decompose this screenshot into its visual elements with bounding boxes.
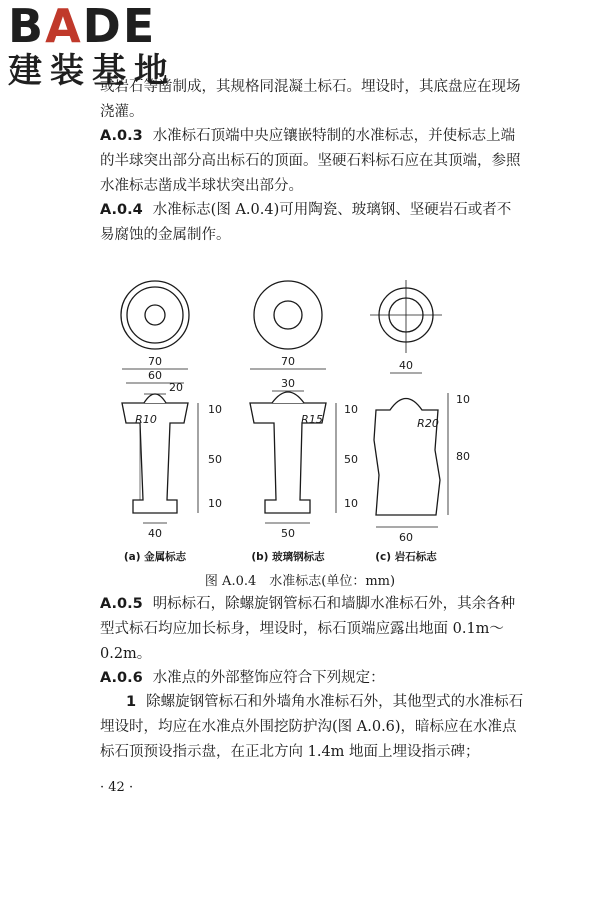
list-item-1 <box>100 690 525 765</box>
dim-a-top: 70 <box>148 355 162 368</box>
metal-mark-side-view <box>122 369 198 523</box>
page-number: · 42 · <box>100 780 134 795</box>
label-a: (a) 金属标志 <box>123 551 187 563</box>
dim-c-h1: 10 <box>456 393 470 406</box>
clause-text: 水准标石顶端中央应镶嵌特制的水准标志，并使标志上端的半球突出部分高出标石的顶面。坚硬石料标石应在其顶端，参照水准标志凿成半球状突出部分。 <box>100 128 521 194</box>
dim-a-h1: 10 <box>208 403 222 416</box>
dim-b-h3: 10 <box>344 497 358 510</box>
list-item-number: 1 <box>126 694 137 710</box>
list-item-text: 除螺旋钢管标石和外墙角水准标石外，其他型式的水准标石埋设时，均应在水准点外围挖防护沟(图 A.0.6)，暗标应在水准点标石顶预设指示盘，在正北方向 1.4m 地面上埋设指示碑； <box>100 694 524 760</box>
dim-c-base: 60 <box>399 531 413 544</box>
logo-wordmark: BADE <box>8 0 157 53</box>
paragraph-text: 或岩石等凿制成，其规格同混凝土标石。埋设时，其底盘应在现场浇灌。 <box>100 79 521 120</box>
clause-text: 水准点的外部整饰应符合下列规定： <box>152 670 385 686</box>
dim-b-base: 50 <box>281 527 295 540</box>
figure-a04 <box>100 275 500 595</box>
clause-label: A.0.3 <box>100 128 143 144</box>
logo-subtitle: 建装基地 <box>8 51 176 91</box>
clause-label: A.0.6 <box>100 670 143 686</box>
label-b: (b) 玻璃钢标志 <box>251 551 325 563</box>
level-marks-diagram <box>100 275 500 565</box>
clause-label: A.0.4 <box>100 202 143 218</box>
figure-caption: 图 A.0.4 水准标志(单位：mm) <box>204 574 396 589</box>
dim-b-h1: 10 <box>344 403 358 416</box>
label-c: (c) 岩石标志 <box>375 551 437 563</box>
dim-c-top: 40 <box>399 359 413 372</box>
rock-mark-top-view <box>370 280 442 353</box>
radius-b: R15 <box>301 413 323 426</box>
dim-a-h2: 50 <box>208 453 222 466</box>
clause-text: 水准标志(图 A.0.4)可用陶瓷、玻璃钢、坚硬岩石或者不易腐蚀的金属制作。 <box>100 202 512 243</box>
radius-a: R10 <box>135 413 157 426</box>
metal-mark-top-view <box>121 281 189 349</box>
frp-mark-top-view <box>254 281 322 349</box>
paragraph-a05 <box>100 592 525 667</box>
paragraph-a06 <box>100 666 525 691</box>
paragraph-a03 <box>100 124 525 199</box>
paragraph-continued <box>100 75 525 125</box>
radius-c: R20 <box>417 417 439 430</box>
frp-mark-side-view <box>250 369 336 523</box>
paragraph-a04 <box>100 198 525 248</box>
clause-text: 明标标石，除螺旋钢管标石和墙脚水准标石外，其余各种型式标石均应加长标身，埋设时，标石顶端应露出地面 0.1m～0.2m。 <box>100 596 516 662</box>
dim-a-h3: 10 <box>208 497 222 510</box>
rock-mark-side-view <box>374 373 448 527</box>
dim-b-h2: 50 <box>344 453 358 466</box>
dim-c-h2: 80 <box>456 450 470 463</box>
dim-a-knob: 20 <box>169 381 183 394</box>
clause-label: A.0.5 <box>100 596 143 612</box>
dim-a-base: 40 <box>148 527 162 540</box>
dim-a-head: 60 <box>148 369 162 382</box>
dim-b-top: 70 <box>281 355 295 368</box>
dim-b-knob: 30 <box>281 377 295 390</box>
